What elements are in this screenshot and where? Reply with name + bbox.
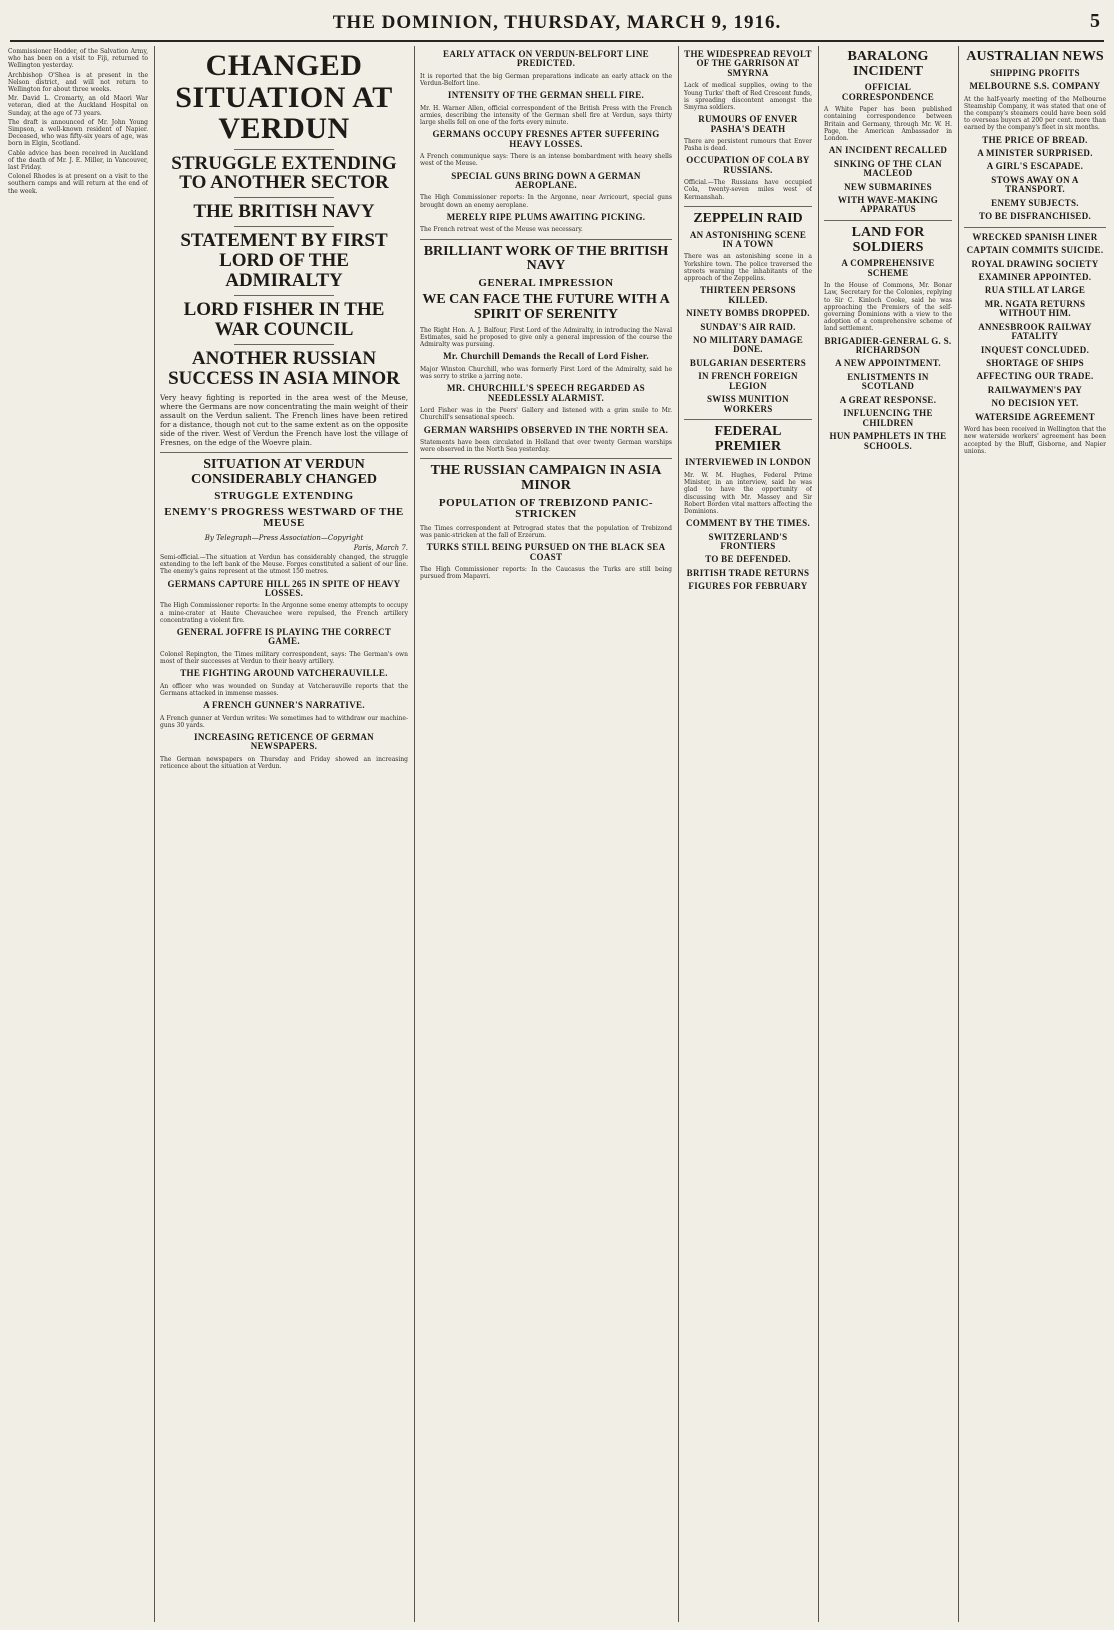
subheadline: A GIRL'S ESCAPADE. bbox=[986, 161, 1084, 172]
subheadline: RUMOURS OF ENVER PASHA'S DEATH bbox=[698, 114, 798, 134]
subheadline: TURKS STILL BEING PURSUED ON THE BLACK SEA COAST bbox=[426, 542, 666, 562]
headline: LORD FISHER IN THE WAR COUNCIL bbox=[183, 299, 385, 341]
subheadline: A NEW APPOINTMENT. bbox=[835, 358, 941, 369]
column-rule bbox=[678, 46, 679, 1622]
subheadline: MR. CHURCHILL'S SPEECH REGARDED AS NEEDLESSLY ALARMIST. bbox=[447, 383, 645, 403]
subheadline: GERMANS OCCUPY FRESNES AFTER SUFFERING HEAVY LOSSES. bbox=[432, 129, 660, 149]
subheadline: BRIGADIER-GENERAL G. S. RICHARDSON bbox=[824, 335, 952, 355]
subheadline: A COMPREHENSIVE SCHEME bbox=[841, 258, 935, 278]
news-paragraph: The Times correspondent at Petrograd states that the population of Trebizond was panic-stricken at the fall of Erzerum. bbox=[420, 524, 672, 540]
column-4 bbox=[684, 46, 812, 1622]
subheadline: SINKING OF THE CLAN MACLEOD bbox=[834, 158, 942, 179]
subheadline: ENEMY SUBJECTS. bbox=[991, 197, 1079, 208]
subheadline: GERMAN WARSHIPS OBSERVED IN THE NORTH SEA. bbox=[423, 424, 669, 435]
news-paragraph: Official.—The Russians have occupied Cola, twenty-seven miles west of Kermanshah. bbox=[684, 179, 812, 201]
subheadline: WATERSIDE AGREEMENT bbox=[975, 411, 1095, 422]
subheadline: ROYAL DRAWING SOCIETY bbox=[971, 258, 1099, 269]
news-paragraph: Colonel Repington, the Times military correspondent, says: The German's own most of their successes at Verdun to their heavy artillery. bbox=[160, 650, 408, 666]
subheadline: NEW SUBMARINES bbox=[844, 181, 932, 192]
subheadline: CAPTAIN COMMITS SUICIDE. bbox=[966, 245, 1104, 256]
headline: THE RUSSIAN CAMPAIGN IN ASIA MINOR bbox=[430, 463, 662, 494]
subheadline: THE FIGHTING AROUND VATCHERAUVILLE. bbox=[180, 668, 388, 679]
subheadline: OFFICIAL CORRESPONDENCE bbox=[841, 82, 935, 102]
subheadline: GENERAL JOFFRE IS PLAYING THE CORRECT GAME. bbox=[176, 626, 392, 647]
divider bbox=[420, 239, 672, 240]
subheadline: ANNESBROOK RAILWAY FATALITY bbox=[978, 321, 1092, 342]
subheadline: INQUEST CONCLUDED. bbox=[980, 344, 1090, 355]
subheadline: STRUGGLE EXTENDING bbox=[214, 490, 354, 503]
subheadline: HUN PAMPHLETS IN THE SCHOOLS. bbox=[829, 431, 947, 451]
subheadline: INTERVIEWED IN LONDON bbox=[684, 457, 811, 468]
subheadline: INTENSITY OF THE GERMAN SHELL FIRE. bbox=[447, 90, 645, 101]
news-paragraph: There was an astonishing scene in a Yorkshire town. The police traversed the streets warning the inhabitants of the approach of the Zeppelins. bbox=[684, 253, 812, 283]
column-rule bbox=[818, 46, 819, 1622]
masthead bbox=[10, 6, 1104, 42]
headline: STATEMENT BY FIRST LORD OF THE ADMIRALTY bbox=[180, 230, 388, 292]
subheadline: THE PRICE OF BREAD. bbox=[982, 134, 1088, 145]
headline: AUSTRALIAN NEWS bbox=[966, 49, 1104, 64]
column-3 bbox=[420, 46, 672, 1622]
subheadline: AN ASTONISHING SCENE IN A TOWN bbox=[689, 229, 807, 250]
subheadline: GENERAL IMPRESSION bbox=[478, 276, 614, 289]
subheadline: SHORTAGE OF SHIPS bbox=[986, 358, 1084, 369]
news-paragraph: The High Commissioner reports: In the Argonne some enemy attempts to occupy a mine-crater at Haute Chevauchee were repulsed, the French artillery concentrating a violent fire. bbox=[160, 602, 408, 624]
news-paragraph: Cable advice has been received in Auckland of the death of Mr. J. E. Miller, in Vancouver, last Friday. bbox=[8, 149, 148, 172]
subheadline: MERELY RIPE PLUMS AWAITING PICKING. bbox=[446, 211, 646, 222]
headline: LAND FOR SOLDIERS bbox=[851, 224, 925, 255]
news-paragraph: A White Paper has been published containing correspondence between Britain and Germany, through Mr. W. H. Page, the American Ambassador in London. bbox=[824, 106, 952, 143]
column-rule bbox=[414, 46, 415, 1622]
subheadline: THE WIDESPREAD REVOLT OF THE GARRISON AT SMYRNA bbox=[684, 49, 812, 78]
headline: ZEPPELIN RAID bbox=[693, 210, 803, 226]
subheadline: WITH WAVE-MAKING APPARATUS bbox=[837, 195, 939, 215]
news-paragraph: Lord Fisher was in the Peers' Gallery and listened with a grim smile to Mr. Churchill's sensational speech. bbox=[420, 407, 672, 422]
news-paragraph: An officer who was wounded on Sunday at Vatcherauville reports that the Germans attacked in immense masses. bbox=[160, 682, 408, 697]
column-2 bbox=[160, 46, 408, 1622]
subheadline: THIRTEEN PERSONS KILLED. bbox=[700, 285, 796, 305]
columns bbox=[8, 46, 1106, 1622]
subheadline: IN FRENCH FOREIGN LEGION bbox=[698, 371, 798, 391]
subheadline: EXAMINER APPOINTED. bbox=[978, 271, 1092, 282]
news-paragraph: It is reported that the big German preparations indicate an early attack on the Verdun-Belfort line. bbox=[420, 72, 672, 88]
column-5 bbox=[824, 46, 952, 1622]
headline: BRILLIANT WORK OF THE BRITISH NAVY bbox=[423, 243, 669, 274]
news-paragraph: Major Winston Churchill, who was formerly First Lord of the Admiralty, said he was sorry to strike a jarring note. bbox=[420, 365, 672, 381]
news-paragraph: Mr. W. M. Hughes, Federal Prime Minister, in an interview, said he was glad to have the opportunity of discussing with Mr. Massey and Sir Robert Borden vital matters affecting the Dominions. bbox=[684, 471, 812, 515]
subheadline: A GREAT RESPONSE. bbox=[839, 394, 937, 405]
subheadline: A FRENCH GUNNER'S NARRATIVE. bbox=[203, 700, 365, 711]
subheadline: POPULATION OF TREBIZOND PANIC-STRICKEN bbox=[438, 496, 654, 521]
divider bbox=[234, 344, 333, 345]
subheadline: SUNDAY'S AIR RAID. bbox=[700, 321, 796, 332]
divider bbox=[160, 452, 408, 453]
subheadline: INCREASING RETICENCE OF GERMAN NEWSPAPERS. bbox=[194, 731, 374, 752]
subheadline: SWITZERLAND'S FRONTIERS bbox=[708, 531, 788, 551]
subheadline: FIGURES FOR FEBRUARY bbox=[688, 581, 808, 592]
subheadline: STOWS AWAY ON A TRANSPORT. bbox=[991, 174, 1079, 195]
subheadline: OCCUPATION OF COLA BY RUSSIANS. bbox=[686, 155, 810, 175]
news-paragraph: The German newspapers on Thursday and Friday showed an increasing reticence about the situation at Verdun. bbox=[160, 755, 408, 771]
news-paragraph: A French gunner at Verdun writes: We sometimes had to withdraw our machine-guns 30 yards. bbox=[160, 714, 408, 729]
headline: STRUGGLE EXTENDING TO ANOTHER SECTOR bbox=[171, 152, 397, 194]
news-paragraph: Word has been received in Wellington that the new waterside workers' agreement has been accepted by the Bluff, Gisborne, and Napier unions. bbox=[964, 426, 1106, 455]
subheadline: RAILWAYMEN'S PAY bbox=[987, 384, 1083, 395]
news-paragraph: At the half-yearly meeting of the Melbourne Steamship Company, it was stated that one of the company's steamers could have been sold to overseas buyers at 200 per cent. more than earned by the company's fleet in six months. bbox=[964, 95, 1106, 132]
news-paragraph: There are persistent rumours that Enver Pasha is dead. bbox=[684, 138, 812, 153]
headline: FEDERAL PREMIER bbox=[714, 424, 782, 454]
column-rule bbox=[958, 46, 959, 1622]
subheadline: INFLUENCING THE CHILDREN bbox=[843, 408, 933, 428]
news-paragraph: Statements have been circulated in Holland that over twenty German warships were observed in the North Sea yesterday. bbox=[420, 439, 672, 454]
news-paragraph: The draft is announced of Mr. John Young Simpson, a well-known resident of Napier. Deceased, who was fifty-six years of age, was born in Elgin, Scotland. bbox=[8, 118, 148, 148]
column-1 bbox=[8, 46, 148, 1622]
news-paragraph: In the House of Commons, Mr. Bonar Law, Secretary for the Colonies, replying to Sir C. Kinloch Cooke, said he was approaching the Premiers of the self-governing Dominions with a view to the adoption of a comprehensive scheme of land settlement. bbox=[824, 282, 952, 333]
divider bbox=[234, 197, 333, 198]
headline: BARALONG INCIDENT bbox=[847, 49, 929, 79]
subheadline: NO MILITARY DAMAGE DONE. bbox=[692, 335, 804, 355]
subheadline: MELBOURNE S.S. COMPANY bbox=[969, 81, 1101, 92]
news-paragraph: The French retreat west of the Meuse was necessary. bbox=[420, 226, 583, 234]
news-paragraph: Mr. David L. Cromarty, an old Maori War veteran, died at the Auckland Hospital on Sunday, at the age of 73 years. bbox=[8, 95, 148, 117]
column-rule bbox=[154, 46, 155, 1622]
news-paragraph: The Right Hon. A. J. Balfour, First Lord of the Admiralty, in introducing the Naval Estimates, said he proposed to give only a general impression of the course the Admiralty was pursuing. bbox=[420, 326, 672, 349]
subheadline: SPECIAL GUNS BRING DOWN A GERMAN AEROPLANE. bbox=[451, 170, 641, 191]
divider bbox=[964, 227, 1106, 228]
divider bbox=[824, 220, 952, 221]
subheadline: EARLY ATTACK ON VERDUN-BELFORT LINE PREDICTED. bbox=[443, 49, 649, 69]
subheadline: BRITISH TRADE RETURNS bbox=[686, 567, 810, 578]
news-paragraph: Semi-official.—The situation at Verdun has considerably changed, the struggle extending to the left bank of the Meuse. Forges constituted a salient of our line. The enemy's gains represent at the utmost 150 metres. bbox=[160, 553, 408, 576]
headline: ANOTHER RUSSIAN SUCCESS IN ASIA MINOR bbox=[168, 348, 400, 389]
masthead-title: THE DOMINION, THURSDAY, MARCH 9, 1916. bbox=[332, 12, 782, 33]
subheadline: MR. NGATA RETURNS WITHOUT HIM. bbox=[984, 298, 1086, 319]
subheadline: A MINISTER SURPRISED. bbox=[977, 148, 1093, 159]
subheadline: WRECKED SPANISH LINER bbox=[972, 231, 1098, 242]
byline: By Telegraph—Press Association—Copyright bbox=[204, 533, 364, 542]
headline: SITUATION AT VERDUN CONSIDERABLY CHANGED bbox=[190, 456, 378, 487]
divider bbox=[234, 149, 333, 150]
divider bbox=[420, 458, 672, 459]
subheadline: ENEMY'S PROGRESS WESTWARD OF THE MEUSE bbox=[164, 505, 404, 530]
subheadline: NINETY BOMBS DROPPED. bbox=[686, 308, 810, 319]
news-paragraph: Archbishop O'Shea is at present in the Nelson district, and will not return to Wellington for about three weeks. bbox=[8, 71, 148, 94]
subheadline: AN INCIDENT RECALLED bbox=[828, 145, 948, 156]
headline: THE BRITISH NAVY bbox=[193, 201, 375, 223]
subheadline: TO BE DISFRANCHISED. bbox=[978, 211, 1092, 222]
news-paragraph: A French communique says: There is an intense bombardment with heavy shells west of the Meuse. bbox=[420, 153, 672, 168]
subheadline: GERMANS CAPTURE HILL 265 IN SPITE OF HEAVY LOSSES. bbox=[167, 578, 401, 598]
main-headline: CHANGED SITUATION AT VERDUN bbox=[175, 49, 393, 145]
subheadline: NO DECISION YET. bbox=[991, 398, 1079, 409]
subheadline: TO BE DEFENDED. bbox=[705, 554, 791, 565]
subheadline: SHIPPING PROFITS bbox=[990, 67, 1080, 78]
news-paragraph: Mr. H. Warner Allen, official correspondent of the British Press with the French armies, describing the intensity of the German shell fire at Verdun, says thirty large shells fell on one of the forts every minute. bbox=[420, 104, 672, 127]
subheadline: AFFECTING OUR TRADE. bbox=[976, 371, 1094, 382]
subheadline: ENLISTMENTS IN SCOTLAND bbox=[847, 371, 929, 392]
divider bbox=[234, 295, 333, 296]
news-paragraph: Colonel Rhodes is at present on a visit to the southern camps and will return at the end of the week. bbox=[8, 173, 148, 195]
divider bbox=[234, 226, 333, 227]
news-paragraph: The High Commissioner reports: In the Argonne, near Avricourt, special guns brought down an enemy aeroplane. bbox=[420, 194, 672, 209]
news-paragraph: Lack of medical supplies, owing to the Young Turks' theft of Red Crescent funds, is spreading discontent amongst the Smyrna soldiers. bbox=[684, 82, 812, 111]
subheadline: RUA STILL AT LARGE bbox=[984, 285, 1086, 296]
news-paragraph: The High Commissioner reports: In the Caucasus the Turks are still being pursued from Mapavri. bbox=[420, 566, 672, 581]
lead-paragraph: Very heavy fighting is reported in the area west of the Meuse, where the Germans are now concentrating the main weight of their assault on the Verdun salient. The French lines have been retired for a distance, though not cut to the same extent as on the opposite side of the river. West of Verdun the French have lost the village of Fresnes, on the edge of the Woevre plain. bbox=[160, 392, 408, 447]
subheadline: BULGARIAN DESERTERS bbox=[689, 357, 807, 368]
headline: WE CAN FACE THE FUTURE WITH A SPIRIT OF SERENITY bbox=[422, 292, 670, 323]
news-paragraph: Commissioner Hodder, of the Salvation Army, who has been on a visit to Fiji, returned to Wellington yesterday. bbox=[8, 48, 148, 70]
divider bbox=[684, 419, 812, 420]
subheadline: Mr. Churchill Demands the Recall of Lord Fisher. bbox=[443, 351, 649, 362]
dateline: Paris, March 7. bbox=[353, 543, 408, 552]
page-number: 5 bbox=[1090, 10, 1100, 32]
subheadline: COMMENT BY THE TIMES. bbox=[686, 518, 810, 529]
divider bbox=[684, 206, 812, 207]
subheadline: SWISS MUNITION WORKERS bbox=[707, 394, 789, 414]
column-6 bbox=[964, 46, 1106, 1622]
